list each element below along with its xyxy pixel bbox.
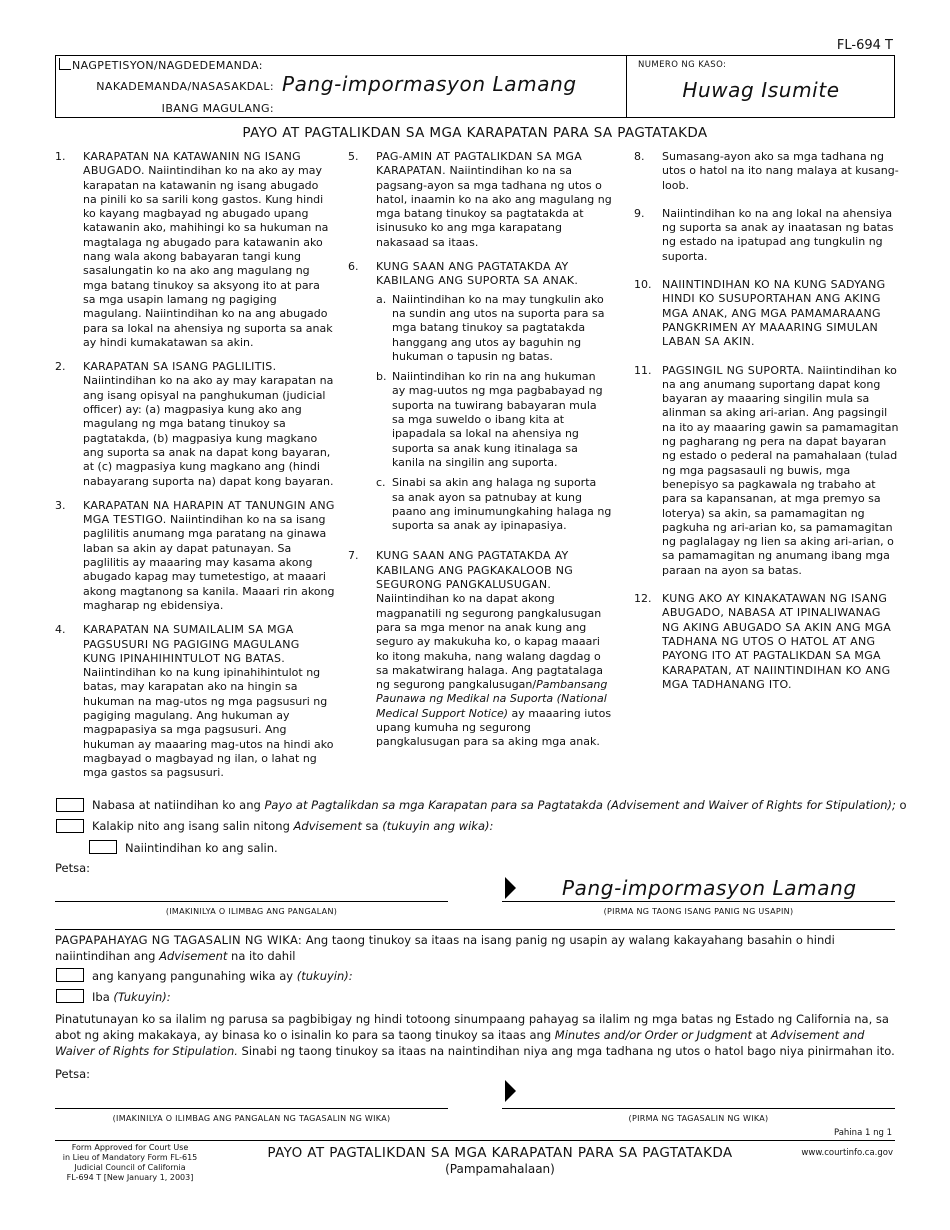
item-6a [376, 293, 612, 364]
attached-text: Kalakip nito ang isang salin nitong [92, 819, 294, 833]
read-checkbox[interactable] [56, 798, 84, 812]
item-number: 11. [634, 363, 652, 377]
item-10 [634, 278, 900, 349]
understand-checkbox[interactable] [89, 840, 117, 854]
info-stamp: Pang-impormasyon Lamang [282, 72, 577, 96]
read-statement [92, 798, 907, 812]
item-text-end: ay maaaring iutos upang kumuha ng segurong pangkalusugan para sa aking mga anak. [376, 706, 612, 749]
oath-minutes: Minutes and/or Order or Judgment [554, 1028, 752, 1042]
item-heading: KUNG SAAN ANG PAGTATAKDA AY KABILANG ANG SUPORTA SA ANAK. [376, 260, 579, 288]
court-url-link[interactable]: www.courtinfo.ca.gov [801, 1148, 893, 1158]
item-6 [348, 260, 612, 539]
attached-language-prompt: (tukuyin ang wika): [382, 819, 494, 833]
item-number: 10. [634, 278, 652, 292]
option-prompt: (Tukuyin): [113, 990, 171, 1004]
item-number: 12. [634, 592, 652, 606]
interpreter-sign-arrow-icon [505, 1080, 516, 1102]
translation-attached-checkbox[interactable] [56, 819, 84, 833]
item-text: Naiintindihan ko na ako ay may karapatan na ang isang opisyal na panghukuman (judicial officer) ay: (a) magpasiya kung ako ang magulang ng mga batang tinukoy sa pagtatakda, (b) magpasiya kung magkano ang suporta sa anak na dapat kong bayaran, at (c) magpasiya kung magkano ang (hindi nabayarang suporta na) dapat kong bayaran. [83, 374, 334, 488]
item-heading: PAG-AMIN AT PAGTALIKDAN SA MGA KARAPATAN. [376, 150, 583, 178]
respondent-label: NAKADEMANDA/NASASAKDAL: [96, 80, 274, 93]
section-divider [55, 929, 895, 930]
oath-text-end: Sinabi ng taong tinukoy sa itaas na naintindihan niya ang mga tadhana ng utos o hatol bago niya pinirmahan ito. [237, 1044, 895, 1058]
interpreter-heading: PAGPAPAHAYAG NG TAGASALIN NG WIKA: [55, 933, 303, 947]
item-number: 8. [634, 150, 645, 163]
oath-at: at [751, 1028, 771, 1042]
case-number-value: Huwag Isumite [682, 78, 840, 102]
attached-sa: sa [361, 819, 383, 833]
item-9 [634, 207, 900, 264]
read-form-title: Payo at Pagtalikdan sa mga Karapatan para sa Pagtatakda (Advisement and Waiver of Rights for Stipulation); [264, 798, 896, 812]
footer-title: PAYO AT PAGTALIKDAN SA MGA KARAPATAN PARA SA PAGTATAKDA [267, 1145, 733, 1161]
item-heading: NAIINTINDIHAN KO NA KUNG SADYANG HINDI KO SUSUPORTAHAN ANG AKING MGA ANAK, ANG MGA PAMAMARAANG PANGKRIMEN AY MAAARING SIMULAN LABAN SA AKIN. [662, 278, 886, 349]
approval-line: FL-694 T [New January 1, 2003] [66, 1173, 194, 1182]
primary-language-checkbox[interactable] [56, 968, 84, 982]
item-8 [634, 150, 900, 193]
read-or: o [895, 798, 907, 812]
column-3 [634, 150, 900, 702]
sub-text: Naiintindihan ko rin na ang hukuman ay mag-uutos ng mga pagbabayad ng suporta na tuwirang babayaran mula sa mga suweldo o ibang kita at ipapadala sa lokal na ahensiya ng suporta sa anak kung itinalaga sa kanila na singilin ang suporta. [392, 370, 603, 469]
item-text-italic: Pambansang Paunawa ng Medikal na Suporta (National Medical Support Notice) [376, 678, 608, 720]
signature-stamp: Pang-impormasyon Lamang [562, 876, 857, 900]
item-heading: KARAPATAN NA KATAWANIN NG ISANG ABUGADO. [83, 150, 301, 178]
interpreter-name-caption: (IMAKINILYA O ILIMBAG ANG PANGALAN NG TAGASALIN NG WIKA) [112, 1114, 391, 1123]
caption-corner-mark [59, 58, 71, 70]
item-number: 3. [55, 498, 66, 512]
form-number: FL-694 T [836, 38, 893, 53]
interpreter-signature-line[interactable] [502, 1108, 895, 1109]
item-2 [55, 360, 335, 489]
sub-text: Sinabi sa akin ang halaga ng suporta sa anak ayon sa patnubay at kung paano ang iminumungkahing halaga ng suporta sa anak ay ipinapasiya. [392, 476, 612, 533]
item-number: 2. [55, 360, 66, 374]
item-heading: PAGSINGIL NG SUPORTA. [662, 363, 805, 377]
translation-attached-statement [92, 819, 493, 833]
case-number-label: NUMERO NG KASO: [638, 60, 727, 70]
option-prompt: (tukuyin): [296, 969, 353, 983]
interpreter-date-label: Petsa: [55, 1067, 91, 1081]
oath-advisement: Advisement and Waiver of Rights for Stipulation. [55, 1028, 865, 1058]
case-caption-box [55, 55, 895, 118]
signature-caption: (PIRMA NG TAONG ISANG PANIG NG USAPIN) [603, 907, 794, 916]
item-heading: KARAPATAN SA ISANG PAGLILITIS. [83, 360, 277, 374]
sub-label: b. [376, 370, 387, 384]
oath-text: Pinatutunayan ko sa ilalim ng parusa sa pagbibigay ng hindi totoong sinumpaang pahayag sa ilalim ng mga batas ng Estado ng California na, sa abot ng aking makakaya, ay binasa ko o isinalin ko para sa taong tinukoy sa itaas ang [55, 1012, 889, 1042]
footer-divider [55, 1140, 895, 1141]
item-6b [376, 370, 612, 470]
item-text: Naiintindihan ko na sa isang paglilitis anumang mga paratang na ginawa laban sa akin ay dapat patunayan. Sa paglilitis ay maaaring may kasama akong abugado kapag may tumetestigo, at maaari akong magtanong sa kanila. Maaari rin akong magharap ng ebidensiya. [83, 513, 335, 612]
interpreter-signature-caption: (PIRMA NG TAGASALIN NG WIKA) [628, 1114, 769, 1123]
option-text: ang kanyang pangunahing wika ay [92, 969, 297, 983]
item-text: Naiintindihan ko na kung ipinahihintulot ng batas, may karapatan ako na hingin sa hukuman na mag-utos ng mga pagsusuri ng pagiging magulang. Ang hukuman ay magpapasiya sa mga pagsusuri. Ang hukuman ay maaaring mag-utos na hindi ako magbayad o magbayad ng ilan, o lahat ng mga gastos sa pagsusuri. [83, 666, 334, 780]
item-text: Naiintindihan ko na ako ay may karapatan na katawanin ng isang abugado na pinili ko sa sarili kong gastos. Kung hindi ko kayang magbayad ng abugado upang katawanin ako, mahihingi ko sa hukuman na magtalaga ng abugado para katawanin ako nang wala akong babayaran tangi kung sasalungatin ko na ako ang magulang ng mga batang tinukoy sa aksyong ito at para sa mga usapin lamang ng pagiging magulang. Naiintindihan ko na ang abugado para sa lokal na ahensiya ng suporta sa anak ay hindi kumakatawan sa akin. [83, 164, 333, 349]
approval-line: Judicial Council of California [74, 1163, 186, 1172]
footer-subtitle: (Pampamahalaan) [445, 1162, 555, 1176]
interpreter-intro [55, 932, 895, 964]
item-text: Sumasang-ayon ako sa mga tadhana ng utos o hatol na ito nang malaya at kusang-loob. [662, 150, 899, 192]
approval-line: Form Approved for Court Use [71, 1143, 189, 1152]
page-number: Pahina 1 ng 1 [833, 1128, 892, 1138]
item-text: Naiintindihan ko na sa pagsang-ayon sa mga tadhana ng utos o hatol, inaamin ko na ako ang magulang ng mga batang tinukoy sa pagtatakda at isinusuko ko ang mga karapatang nakasaad sa itaas. [376, 164, 612, 249]
item-3 [55, 499, 335, 613]
sign-arrow-icon [505, 877, 516, 899]
other-parent-label: IBANG MAGULANG: [161, 102, 274, 115]
interpreter-text: Ang taong tinukoy sa itaas na isang panig ng usapin ay walang kakayahang basahin o hindi naiintindihan ang [55, 933, 835, 963]
item-text: Naiintindihan ko na dapat akong magpanatili ng segurong pangkalusugan para sa mga menor na anak kung ang seguro ay makukuha ko, o kapag maaari ko itong makuha, nang walang dagdag o sa makatwirang halaga. Ang pagtatalaga ng segurong pangkalusugan/ [376, 592, 603, 692]
name-caption: (IMAKINILYA O ILIMBAG ANG PANGALAN) [165, 907, 338, 916]
item-5 [348, 150, 612, 250]
other-checkbox[interactable] [56, 989, 84, 1003]
other-option [92, 990, 171, 1004]
signature-line[interactable] [502, 901, 895, 902]
interpreter-oath [55, 1011, 895, 1059]
column-1 [55, 150, 335, 790]
option-text: Iba [92, 990, 114, 1004]
attached-advisement: Advisement [293, 819, 362, 833]
interpreter-name-line[interactable] [55, 1108, 448, 1109]
item-heading: KUNG AKO AY KINAKATAWAN NG ISANG ABUGADO, NABASA AT IPINALIWANAG NG AKING ABUGADO SA AKIN ANG MGA TADHANA NG UTOS O HATOL AT ANG PAYONG ITO AT PAGTALIKDAN SA MGA KARAPATAN, AT NAIINTINDIHAN KO ANG MGA TADHANANG ITO. [662, 592, 892, 691]
item-heading: KUNG SAAN ANG PAGTATAKDA AY KABILANG ANG PAGKAKALOOB NG SEGURONG PANGKALUSUGAN. [376, 549, 574, 592]
item-1 [55, 150, 335, 350]
primary-language-option [92, 969, 353, 983]
item-number: 5. [348, 150, 359, 163]
name-line[interactable] [55, 901, 448, 902]
item-11 [634, 364, 900, 578]
item-heading: KARAPATAN NA HARAPIN AT TANUNGIN ANG MGA TESTIGO. [83, 498, 335, 527]
item-7 [348, 549, 612, 749]
item-6c [376, 476, 612, 533]
approval-line: in Lieu of Mandatory Form FL-615 [62, 1153, 198, 1162]
read-text: Nabasa at natiindihan ko ang [92, 798, 265, 812]
approval-block [55, 1143, 205, 1183]
item-text: Naiintindihan ko na ang lokal na ahensiya ng suporta sa anak ay inaatasan ng batas ng estado na ipatupad ang tungkulin ng suporta. [662, 206, 894, 263]
sub-label: c. [376, 476, 386, 490]
footer-title-block [240, 1145, 760, 1177]
item-number: 1. [55, 150, 66, 163]
date-label: Petsa: [55, 861, 91, 875]
item-12 [634, 592, 900, 692]
sub-text: Naiintindihan ko na may tungkulin ako na sundin ang utos na suporta para sa mga batang tinukoy sa pagtatakda hanggang ang utos ay baguhin ng hukuman o tapusin ng batas. [392, 292, 605, 363]
interpreter-advisement: Advisement [159, 949, 228, 963]
item-number: 7. [348, 549, 359, 563]
item-text: Naiintindihan ko na ang anumang suportang dapat kong bayaran ay maaaring singilin mula sa alinman sa aking ari-arian. Ang pagsingil na ito ay maaaring gawin sa pamamagitan ng pagharang ng pera na dapat bayaran ng estado o pederal na pamahalaan (tulad ng mga pagsasauli ng buwis, mga benepisyo sa pagkawala ng trabaho at para sa kapansanan, at mga premyo sa loterya) sa akin, sa pamamagitan ng pagkuha ng ari-arian ko, sa pamamagitan ng paglalagay ng lien sa aking ari-arian, o sa pamamagitan ng anumang ibang mga paraan na ayon sa batas. [662, 363, 899, 577]
understand-statement: Naiintindihan ko ang salin. [125, 841, 278, 855]
item-number: 4. [55, 623, 66, 637]
item-heading: KARAPATAN NA SUMAILALIM SA MGA PAGSUSURI NG PAGIGING MAGULANG KUNG IPINAHIHINTULOT NG BATAS. [83, 623, 300, 665]
interpreter-text-end: na ito dahil [227, 949, 296, 963]
petitioner-label: NAGPETISYON/NAGDEDEMANDA: [72, 59, 263, 72]
item-4 [55, 623, 335, 780]
sub-label: a. [376, 292, 387, 306]
item-number: 9. [634, 206, 645, 220]
column-2 [348, 150, 612, 760]
form-title: PAYO AT PAGTALIKDAN SA MGA KARAPATAN PARA SA PAGTATAKDA [242, 125, 708, 141]
item-number: 6. [348, 260, 359, 274]
